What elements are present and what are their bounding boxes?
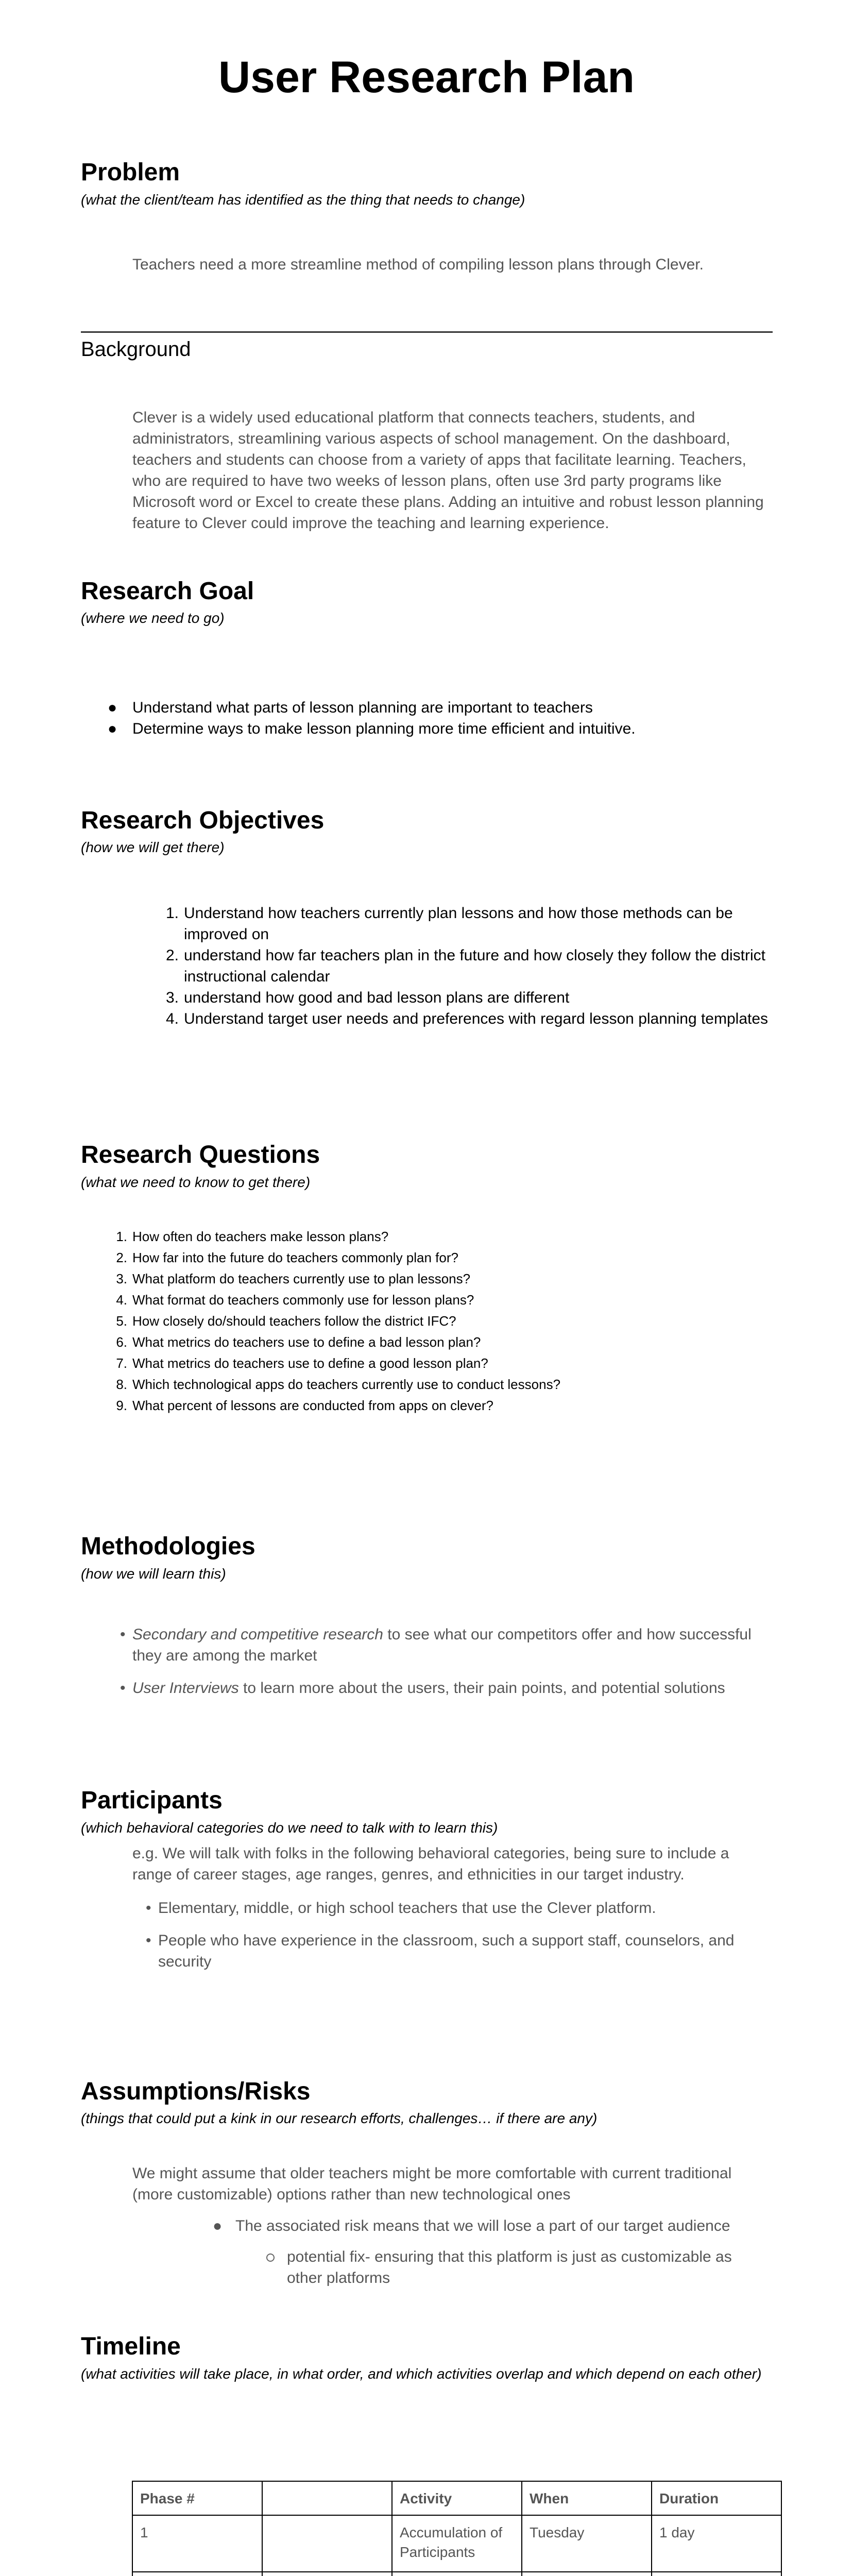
timeline-table <box>132 2481 782 2576</box>
risks-sublist <box>287 2246 771 2289</box>
participants-intro: e.g. We will talk with folks in the following behavioral categories, being sure to include a range of career stages, age ranges, genres, and ethnicities in our target industry. <box>132 1845 729 1883</box>
list-item: • Elementary, middle, or high school teachers that use the Clever platform. <box>146 1900 656 1917</box>
list-item: ● The associated risk means that we will lose a part of our target audience <box>213 2217 730 2234</box>
background-heading: Background <box>81 338 191 361</box>
list-item: 3. understand how good and bad lesson plans are different <box>165 989 570 1006</box>
list-item: 2. How far into the future do teachers commonly plan for? <box>116 1250 458 1265</box>
table-cell: Tuesday <box>522 2515 652 2572</box>
participants-heading: Participants <box>81 1787 223 1814</box>
table-cell <box>262 2515 392 2572</box>
goal-heading: Research Goal <box>81 578 254 605</box>
questions-list <box>116 1226 771 1416</box>
table-row <box>132 2572 781 2576</box>
goal-list <box>108 697 771 739</box>
list-item: 2. understand how far teachers plan in the future and how closely they follow the district instructional calendar <box>165 947 765 985</box>
list-item: 3. What platform do teachers currently use to plan lessons? <box>116 1271 471 1286</box>
table-header-row <box>132 2481 781 2515</box>
goal-subtitle: (where we need to go) <box>81 610 225 626</box>
column-header: When <box>522 2481 652 2515</box>
table-cell <box>522 2572 652 2576</box>
participants-subtitle: (which behavioral categories do we need to talk with to learn this) <box>81 1820 498 1836</box>
list-item: 4. Understand target user needs and preferences with regard lesson planning templates <box>165 1010 769 1027</box>
list-item: potential fix- ensuring that this platform is just as customizable as other platforms <box>287 2246 771 2289</box>
list-item: 6. What metrics do teachers use to define a bad lesson plan? <box>116 1334 481 1350</box>
column-header: Duration <box>652 2481 781 2515</box>
timeline-heading: Timeline <box>81 2333 181 2360</box>
column-header: Activity <box>392 2481 522 2515</box>
risks-subtitle: (things that could put a kink in our research efforts, challenges… if there are any) <box>81 2110 598 2126</box>
list-item: 9. What percent of lessons are conducted from apps on clever? <box>116 1398 493 1413</box>
objectives-subtitle: (how we will get there) <box>81 839 225 855</box>
list-item: • People who have experience in the classroom, such a support staff, counselors, and security <box>146 1932 735 1970</box>
table-cell <box>262 2572 392 2576</box>
methodologies-heading: Methodologies <box>81 1533 255 1560</box>
list-item: 5. How closely do/should teachers follow the district IFC? <box>116 1313 456 1329</box>
table-cell: Accumulation of Participants <box>392 2515 522 2572</box>
participants-list <box>146 1897 771 1972</box>
risks-text: We might assume that older teachers might be more comfortable with current traditional (more customizable) options rather than new technological ones <box>132 2165 732 2203</box>
timeline-subtitle: (what activities will take place, in what order, and which activities overlap and which depend on each other) <box>81 2366 762 2382</box>
table-cell <box>652 2572 781 2576</box>
list-item: 1. How often do teachers make lesson plans? <box>116 1229 389 1244</box>
list-item: • User Interviews to learn more about the users, their pain points, and potential solutions <box>120 1680 725 1697</box>
section-divider <box>81 331 773 333</box>
problem-subtitle: (what the client/team has identified as the thing that needs to change) <box>81 192 525 208</box>
risks-heading: Assumptions/Risks <box>81 2078 311 2105</box>
table-cell: 1 <box>132 2515 262 2572</box>
table-cell <box>132 2572 262 2576</box>
background-text: Clever is a widely used educational platform that connects teachers, students, and administrators, streamlining various aspects of school management. On the dashboard, teachers and students can choose from a variety of apps that facilitate learning. Teachers, who are required to have two weeks of lesson plans, often use 3rd party programs like Microsoft word or Excel to create these plans. Adding an intuitive and robust lesson planning feature to Clever could improve the teaching and learning experience. <box>132 409 764 532</box>
list-item: ● Determine ways to make lesson planning more time efficient and intuitive. <box>108 720 636 737</box>
problem-heading: Problem <box>81 159 180 186</box>
objectives-heading: Research Objectives <box>81 807 325 834</box>
objectives-list <box>165 903 771 1029</box>
list-item: 1. Understand how teachers currently plan lessons and how those methods can be improved on <box>165 905 733 943</box>
list-item: 4. What format do teachers commonly use for lesson plans? <box>116 1292 474 1308</box>
questions-subtitle: (what we need to know to get there) <box>81 1174 311 1190</box>
list-item: • Secondary and competitive research to see what our competitors offer and how successful they are among the market <box>120 1626 752 1664</box>
questions-heading: Research Questions <box>81 1141 320 1168</box>
table-cell: 1 day <box>652 2515 781 2572</box>
list-item: 7. What metrics do teachers use to define a good lesson plan? <box>116 1355 488 1371</box>
page-title: User Research Plan <box>218 53 635 102</box>
methodologies-subtitle: (how we will learn this) <box>81 1566 226 1582</box>
problem-text: Teachers need a more streamline method of compiling lesson plans through Clever. <box>132 256 704 273</box>
risks-list <box>213 2215 771 2236</box>
list-item: ● Understand what parts of lesson planning are important to teachers <box>108 699 593 716</box>
list-item: 8. Which technological apps do teachers currently use to conduct lessons? <box>116 1377 561 1392</box>
column-header <box>262 2481 392 2515</box>
methodologies-list <box>120 1624 771 1699</box>
table-row <box>132 2515 781 2572</box>
column-header: Phase # <box>132 2481 262 2515</box>
table-cell <box>392 2572 522 2576</box>
